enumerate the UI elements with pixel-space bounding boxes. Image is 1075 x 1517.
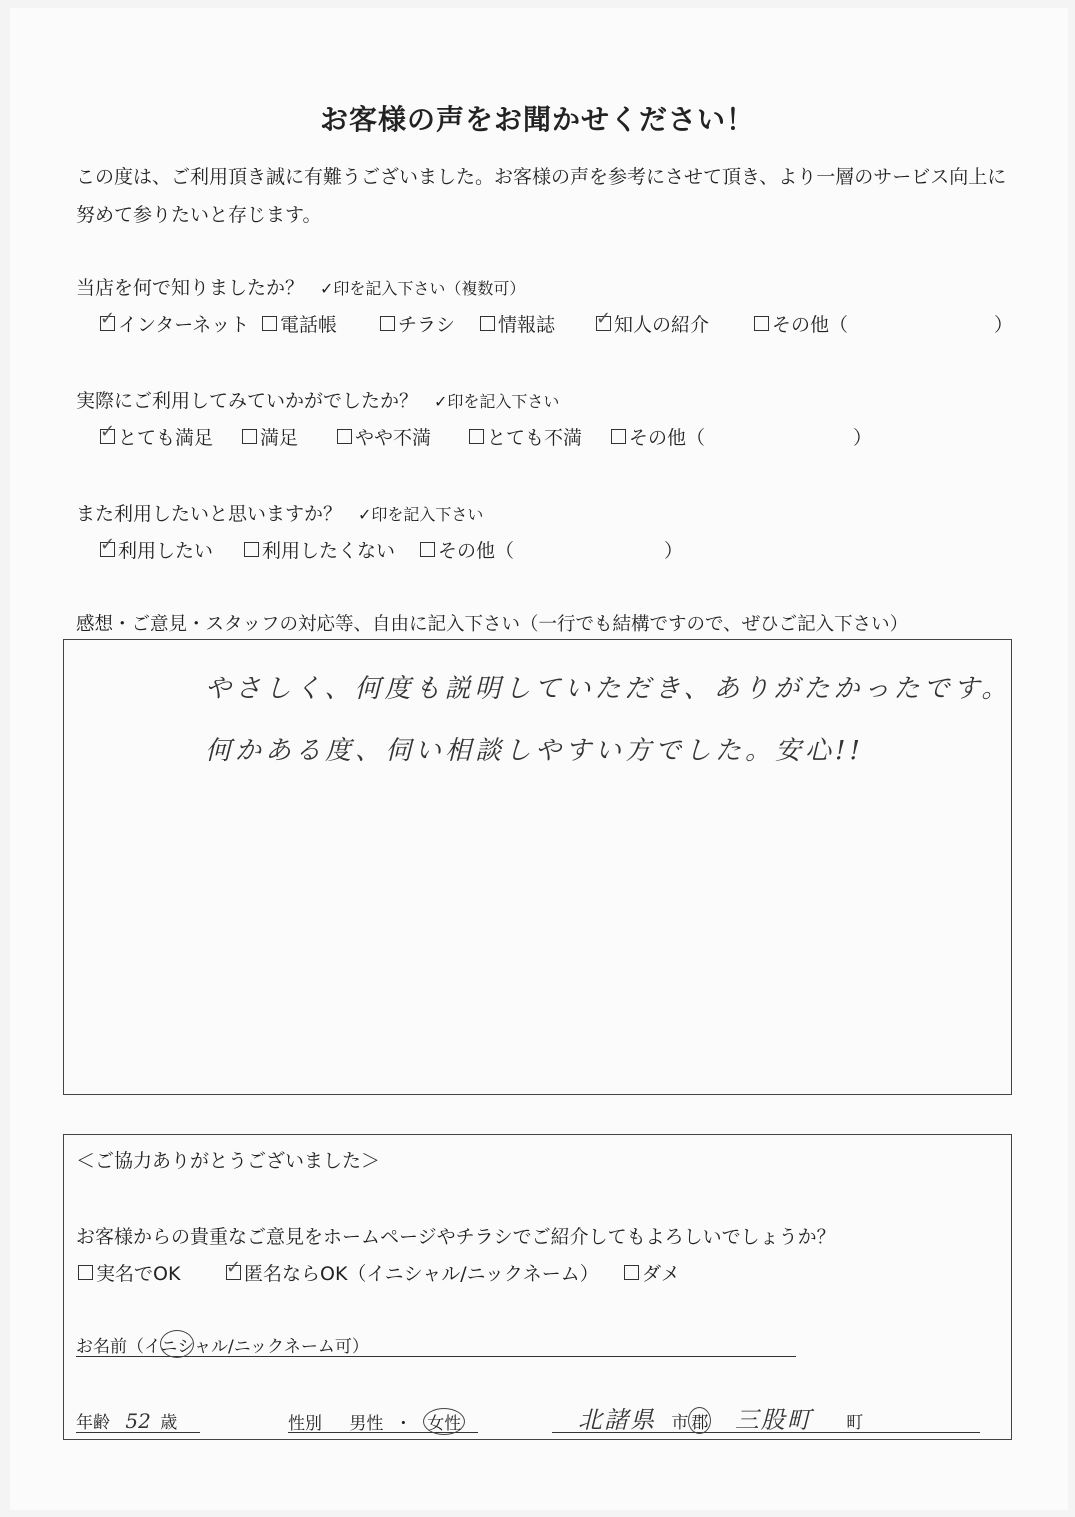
q1-question: 当店を何で知りましたか？ xyxy=(76,277,305,299)
q1-option-phonebook[interactable]: 電話帳 xyxy=(262,310,380,337)
initial-circle-mark xyxy=(160,1330,194,1358)
checkbox[interactable] xyxy=(262,316,277,331)
q3-question-row xyxy=(76,499,483,526)
checkbox[interactable] xyxy=(420,542,435,557)
consent-option-anonymous[interactable]: ✓ 匿名ならOK（イニシャル/ニックネーム） xyxy=(226,1259,624,1286)
q3-hint: ✓印を記入下さい xyxy=(358,505,484,524)
q1-option-internet[interactable]: ✓ インターネット xyxy=(100,310,262,337)
checkbox[interactable] xyxy=(78,1265,93,1280)
age-value: 52 xyxy=(125,1409,151,1433)
q1-close-paren: ） xyxy=(994,314,1014,336)
checkbox[interactable] xyxy=(100,542,115,557)
q3-option-no[interactable]: 利用したくない xyxy=(244,536,420,563)
comment-line-1: やさしく、何度も説明していただき、ありがたかったです。 xyxy=(205,674,1012,704)
q2-options xyxy=(100,423,900,450)
consent-box xyxy=(63,1134,1012,1440)
town-value: 三股町 xyxy=(734,1406,813,1434)
consent-question: お客様からの貴重なご意見をホームページやチラシでご紹介してもよろしいでしょうか？ xyxy=(76,1226,836,1248)
comment-line-2: 何かある度、伺い相談しやすい方でした。安心!! xyxy=(205,736,864,766)
q2-option-very-dissatisfied[interactable]: とても不満 xyxy=(469,423,611,450)
prefecture-value: 北諸県 xyxy=(578,1406,656,1434)
town-label: 町 xyxy=(846,1413,864,1433)
q2-option-somewhat-dissatisfied[interactable]: やや不満 xyxy=(337,423,469,450)
q3-close-paren: ） xyxy=(664,540,684,562)
checkbox[interactable] xyxy=(100,429,115,444)
gender-female[interactable]: 女性 xyxy=(423,1408,465,1435)
q2-option-other[interactable]: その他（ xyxy=(611,423,853,450)
q2-hint: ✓印を記入下さい xyxy=(434,392,560,411)
address-field[interactable] xyxy=(552,1400,980,1433)
q2-option-satisfied[interactable]: 満足 xyxy=(242,423,337,450)
consent-option-real-name[interactable]: 実名でOK xyxy=(78,1259,226,1286)
checkbox[interactable] xyxy=(624,1265,639,1280)
q2-question: 実際にご利用してみていかがでしたか？ xyxy=(76,390,419,412)
checkbox[interactable] xyxy=(226,1265,241,1280)
checkbox[interactable] xyxy=(244,542,259,557)
name-label: お名前（イニシャル/ニックネーム可） xyxy=(76,1337,369,1357)
intro-text: この度は、ご利用頂き誠に有難うございました。お客様の声を参考にさせて頂き、より一層のサービス向上に努めて参りたいと存じます。 xyxy=(76,166,1007,226)
q1-options xyxy=(100,310,1015,337)
q1-question-row xyxy=(76,273,525,300)
q2-question-row xyxy=(76,386,559,413)
gender-male[interactable]: 男性 xyxy=(349,1414,384,1434)
checkbox[interactable] xyxy=(380,316,395,331)
page-title: お客様の声をお聞かせください！ xyxy=(319,103,755,136)
q2-option-very-satisfied[interactable]: ✓ とても満足 xyxy=(100,423,242,450)
q3-question: また利用したいと思いますか？ xyxy=(76,503,343,525)
checkbox[interactable] xyxy=(611,429,626,444)
checkbox[interactable] xyxy=(337,429,352,444)
county-label-gun: 郡 xyxy=(688,1407,711,1434)
q1-option-flyer[interactable]: チラシ xyxy=(380,310,480,337)
checkbox[interactable] xyxy=(469,429,484,444)
checkbox[interactable] xyxy=(100,316,115,331)
q3-option-yes[interactable]: ✓ 利用したい xyxy=(100,536,244,563)
q1-option-referral[interactable]: ✓ 知人の紹介 xyxy=(596,310,754,337)
checkbox[interactable] xyxy=(754,316,769,331)
q1-option-other[interactable]: その他（ xyxy=(754,310,994,337)
comments-label: 感想・ご意見・スタッフの対応等、自由に記入下さい（一行でも結構ですので、ぜひご記入下さい） xyxy=(76,614,909,635)
consent-option-no[interactable]: ダメ xyxy=(624,1259,680,1286)
gender-separator: ・ xyxy=(394,1414,412,1434)
gender-label: 性別 xyxy=(288,1414,322,1434)
gender-field[interactable] xyxy=(288,1408,478,1433)
checkbox[interactable] xyxy=(596,316,611,331)
q1-option-magazine[interactable]: 情報誌 xyxy=(480,310,596,337)
age-unit: 歳 xyxy=(160,1413,178,1433)
q2-close-paren: ） xyxy=(853,427,873,449)
q3-options xyxy=(100,536,700,563)
age-field[interactable] xyxy=(76,1408,200,1433)
thanks-heading: ＜ご協力ありがとうございました＞ xyxy=(76,1150,381,1172)
comments-box[interactable] xyxy=(63,639,1012,1095)
age-label: 年齢 xyxy=(76,1413,110,1433)
checkbox[interactable] xyxy=(242,429,257,444)
q3-option-other[interactable]: その他（ xyxy=(420,536,664,563)
city-label-shi: 市 xyxy=(671,1413,689,1433)
checkbox[interactable] xyxy=(480,316,495,331)
consent-options xyxy=(78,1259,798,1286)
q1-hint: ✓印を記入下さい（複数可） xyxy=(320,279,526,298)
